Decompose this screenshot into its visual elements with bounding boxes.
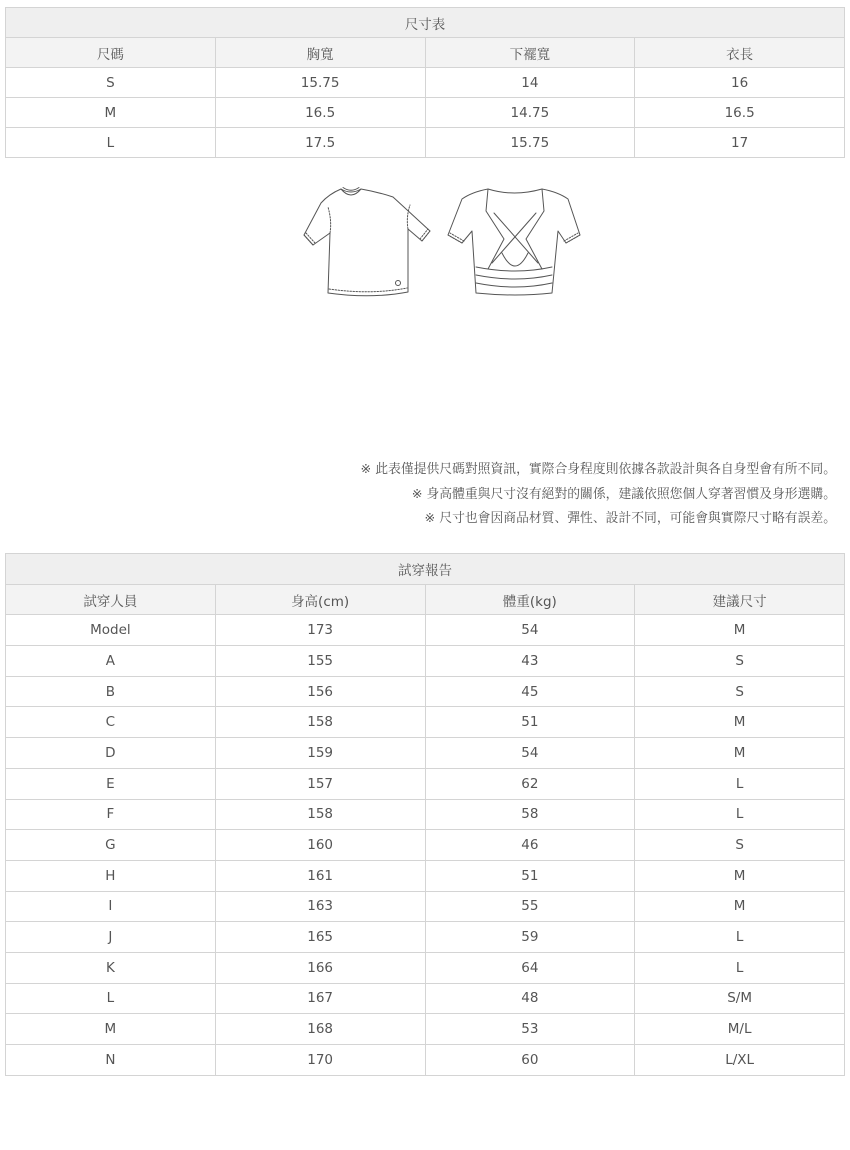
table-cell: F (6, 799, 216, 830)
table-row (6, 768, 845, 799)
column-header: 身高(cm) (215, 584, 425, 615)
table-cell: 160 (215, 830, 425, 861)
table-cell: S (635, 676, 845, 707)
table-cell: 159 (215, 738, 425, 769)
table-cell: 14 (425, 68, 635, 98)
table-cell: S/M (635, 983, 845, 1014)
table-cell: Model (6, 615, 216, 646)
table-cell: J (6, 922, 216, 953)
table-cell: 15.75 (425, 128, 635, 158)
table-cell: H (6, 860, 216, 891)
table-cell: 16 (635, 68, 845, 98)
table-row (6, 830, 845, 861)
table-cell: M/L (635, 1014, 845, 1045)
table-row (6, 1014, 845, 1045)
table-cell: L (635, 768, 845, 799)
table-row (6, 615, 845, 646)
table-cell: M (635, 738, 845, 769)
column-header: 衣長 (635, 38, 845, 68)
table-cell: 54 (425, 615, 635, 646)
column-header: 尺碼 (6, 38, 216, 68)
table-cell: 15.75 (215, 68, 425, 98)
note-line: ※ 此表僅提供尺碼對照資訊，實際合身程度則依據各款設計與各自身型會有所不同。 (360, 462, 836, 477)
table-cell: L/XL (635, 1045, 845, 1076)
table-cell: 163 (215, 891, 425, 922)
size-notes (361, 458, 836, 532)
table-cell: M (635, 615, 845, 646)
table-cell: M (6, 98, 216, 128)
table-cell: S (635, 646, 845, 677)
table-cell: 156 (215, 676, 425, 707)
table-row (6, 128, 845, 158)
table-row (6, 738, 845, 769)
table-cell: 46 (425, 830, 635, 861)
table-cell: D (6, 738, 216, 769)
table-cell: 45 (425, 676, 635, 707)
table-row (6, 922, 845, 953)
table-cell: 155 (215, 646, 425, 677)
fit-report-table (5, 553, 845, 1076)
tshirt-back-cross-strap-icon (448, 189, 580, 295)
garment-illustration (296, 183, 586, 305)
table-cell: 157 (215, 768, 425, 799)
table-cell: 43 (425, 646, 635, 677)
table-cell: S (635, 830, 845, 861)
table-cell: A (6, 646, 216, 677)
table-cell: G (6, 830, 216, 861)
table-row (6, 952, 845, 983)
table-cell: K (6, 952, 216, 983)
table-cell: 16.5 (635, 98, 845, 128)
table-cell: M (6, 1014, 216, 1045)
table-row (6, 891, 845, 922)
column-header: 試穿人員 (6, 584, 216, 615)
table-cell: M (635, 860, 845, 891)
table-cell: L (635, 799, 845, 830)
table-row (6, 983, 845, 1014)
table-cell: M (635, 891, 845, 922)
note-line: ※ 身高體重與尺寸沒有絕對的關係，建議依照您個人穿著習慣及身形選購。 (411, 486, 836, 502)
table-cell: 17.5 (215, 128, 425, 158)
table-row (6, 860, 845, 891)
column-header: 建議尺寸 (635, 584, 845, 615)
note-line: ※ 尺寸也會因商品材質、彈性、設計不同，可能會與實際尺寸略有誤差。 (424, 511, 836, 526)
table-cell: 16.5 (215, 98, 425, 128)
fit-report-title: 試穿報告 (6, 554, 845, 585)
tshirt-front-icon (304, 188, 430, 296)
table-cell: M (635, 707, 845, 738)
table-cell: 168 (215, 1014, 425, 1045)
table-row (6, 98, 845, 128)
table-cell: N (6, 1045, 216, 1076)
table-cell: 17 (635, 128, 845, 158)
column-header: 胸寬 (215, 38, 425, 68)
table-cell: 48 (425, 983, 635, 1014)
table-cell: 55 (425, 891, 635, 922)
table-cell: 158 (215, 799, 425, 830)
table-cell: 167 (215, 983, 425, 1014)
column-header: 下襬寬 (425, 38, 635, 68)
table-cell: L (635, 952, 845, 983)
size-chart-table (5, 7, 845, 158)
table-cell: 51 (425, 707, 635, 738)
table-cell: 161 (215, 860, 425, 891)
table-cell: 170 (215, 1045, 425, 1076)
table-row (6, 676, 845, 707)
table-cell: 158 (215, 707, 425, 738)
table-cell: 58 (425, 799, 635, 830)
table-cell: 166 (215, 952, 425, 983)
table-cell: 173 (215, 615, 425, 646)
table-cell: 59 (425, 922, 635, 953)
column-header: 體重(kg) (425, 584, 635, 615)
table-cell: B (6, 676, 216, 707)
table-cell: L (6, 128, 216, 158)
table-cell: I (6, 891, 216, 922)
table-cell: 60 (425, 1045, 635, 1076)
table-cell: 54 (425, 738, 635, 769)
table-row (6, 799, 845, 830)
table-cell: 62 (425, 768, 635, 799)
table-cell: E (6, 768, 216, 799)
table-cell: L (635, 922, 845, 953)
table-row (6, 68, 845, 98)
table-row (6, 1045, 845, 1076)
fit-report-header-row (6, 584, 845, 615)
table-cell: C (6, 707, 216, 738)
table-cell: 165 (215, 922, 425, 953)
size-chart-header-row (6, 38, 845, 68)
size-chart-title: 尺寸表 (6, 8, 845, 38)
table-cell: 53 (425, 1014, 635, 1045)
table-cell: S (6, 68, 216, 98)
table-cell: L (6, 983, 216, 1014)
table-cell: 14.75 (425, 98, 635, 128)
table-row (6, 646, 845, 677)
table-cell: 64 (425, 952, 635, 983)
table-row (6, 707, 845, 738)
table-cell: 51 (425, 860, 635, 891)
